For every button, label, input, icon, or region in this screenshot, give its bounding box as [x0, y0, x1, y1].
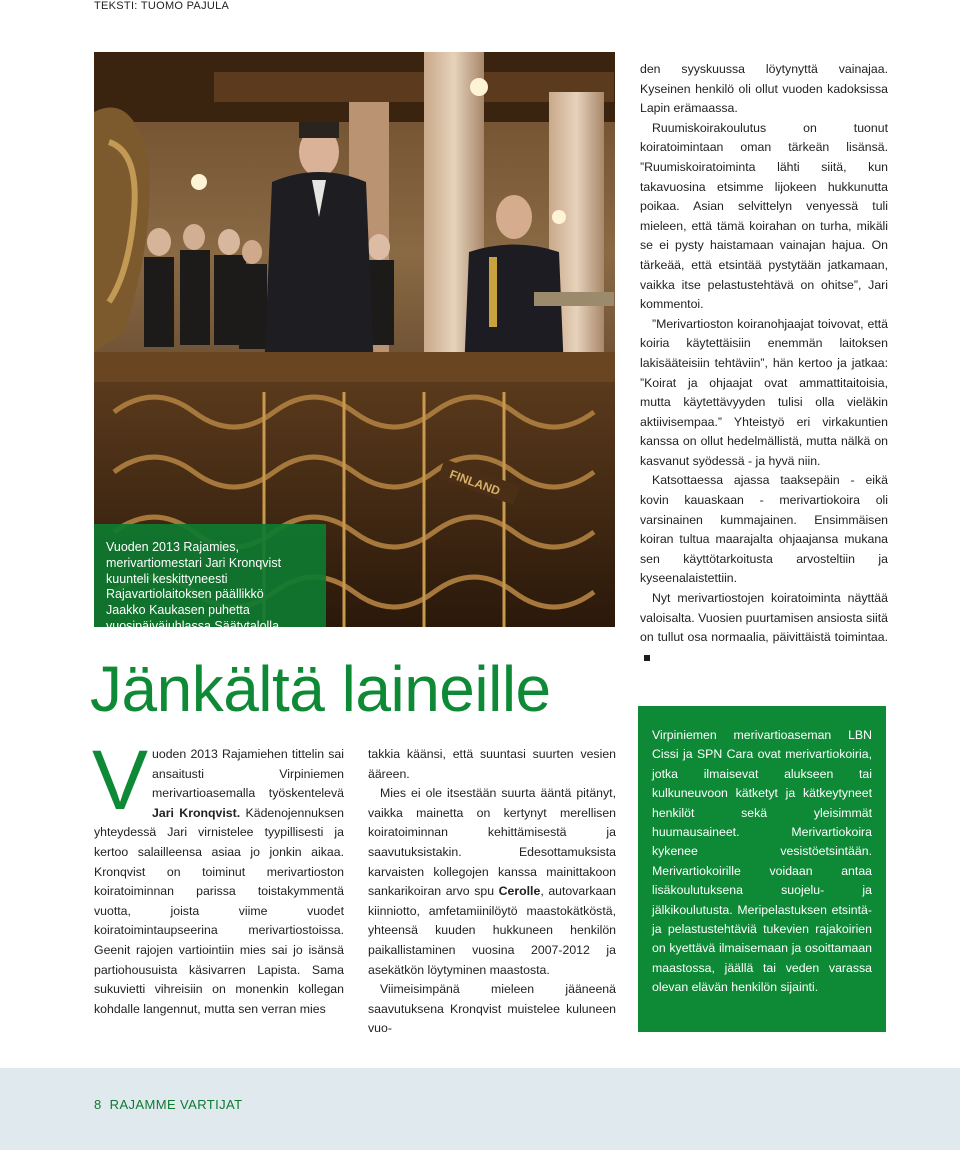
paragraph: Katsottaessa ajassa taaksepäin - eikä kovin kauaskaan - merivartiokoira oli varsinainen kummajainen. Ensimmäisen koiran tultua maarajalta ohjaajansa mukana sen käyttötarkoitusta arvosteltiin ja kyseenalaistettiin. [640, 473, 888, 586]
paragraph-text: Nyt merivartiostojen koiratoiminta näyttää valoisalta. Vuosien puurtamisen ansiosta siitä on tullut osa normaalia, päivittäistä toimintaa. [640, 591, 888, 645]
paragraph-text: , autovarkaan kiinniotto, amfetamiinilöytö maastokätköstä, yhteensä kuuden hukkuneen henkilön paikallistaminen vuosina 2007-2012 ja asekätkön löytyminen maastosta. [368, 884, 617, 977]
paragraph: Ruumiskoirakoulutus on tuonut koiratoimintaan oman tärkeän lisänsä. ”Ruumiskoiratoiminta lähti siitä, kun takavuosina etsimme lijokeen hukkunutta poikaa. Asian selvittelyn venyessä tuli mieleen, että tämä koirahan on turha, mikäli se ei pysty haistamaan vainajan hajua. On tärkeää, että etsintää pystytään jatkamaan, vaikka itse pelastustehtävä on ohitse”, Jari kommentoi. [640, 120, 888, 312]
caption-line: merivartiomestari Jari Kronqvist [106, 555, 282, 570]
caption-line: kuunteli keskittyneesti [106, 571, 228, 586]
article-column-1 [92, 733, 344, 1019]
dog-name: Cerolle [498, 884, 541, 899]
railing-text: FINLAND [447, 467, 503, 499]
lead-paragraph [92, 733, 344, 1019]
paragraph: ”Merivartioston koiranohjaajat toivovat, että koiria käytettäisiin enemmän laitoksen lakisääteisiin tehtäviin”, hän kertoo ja jatkaa: ”Koirat ja ohjaajat ovat ammattitaitoisia, mutta käytettävyyden tulisi olla vieläkin aktiivisempaa.” Yhteistyö eri virkakuntien kanssa on ollut hedelmällistä, mutta nälkä on kasvanut syödessä - ja hyvä niin. [640, 316, 888, 468]
paragraph: takkia käänsi, että suuntasi suurten vesien ääreen. [368, 747, 616, 781]
caption-line: Vuoden 2013 Rajamies, [106, 540, 239, 554]
lead-text-start: uoden 2013 Rajamiehen tittelin sai ansaitusti Virpiniemen merivartioasemalla työskentelevä [152, 747, 344, 801]
photo-caption [94, 524, 326, 649]
top-right-column [640, 60, 888, 667]
byline: TEKSTI: TUOMO PAJULA [94, 0, 230, 12]
publication-name: RAJAMME VARTIJAT [109, 1097, 243, 1112]
page-folio [94, 1097, 242, 1112]
paragraph [368, 784, 616, 980]
paragraph-text: Mies ei ole itsestään suurta ääntä pitänyt, vaikka mainetta on kertynyt merellisen koiratoiminnan kehittämisestä ja saavutuksistakin. Edesottamuksista karvaisten kollegojen kanssa mainittakoon sankarikoiran arvo spu [368, 786, 616, 899]
person-name: Jari Kronqvist. [152, 805, 241, 820]
caption-line: Rajavartiolaitoksen päällikkö [106, 587, 264, 602]
paragraph: den syyskuussa löytynyttä vainajaa. Kyseinen henkilö oli ollut vuoden kadoksissa Lapin erämaassa. [640, 62, 888, 116]
article-headline: Jänkältä laineille [90, 653, 551, 725]
page-number: 8 [94, 1097, 102, 1112]
paragraph: Viimeisimpänä mieleen jääneenä saavutuksena Kronqvist muistelee kuluneen vuo- [368, 982, 616, 1036]
caption-line: Jaakko Kaukasen puhetta [106, 603, 250, 618]
info-box [638, 706, 886, 1032]
article-column-2 [368, 745, 616, 1039]
feature-photo [94, 52, 615, 649]
photo-credit: KUVA: NINA KAVERINEN [106, 634, 251, 649]
caption-line: vuosipäiväjuhlassa Säätytalolla. [106, 618, 283, 633]
end-mark-icon [644, 655, 650, 661]
drop-cap: V [92, 733, 149, 827]
lead-text-rest: Kädenojennuksen yhteydessä Jari virnistelee tyypillisesti ja kertoo salailleensa asiaa jo jonkin aikaa. Kronqvist on toiminut merivartioston koiratoiminnan parissa toistakymmentä vuotta, joista viime vuodet koiratoimintaupseerina merivartiostoissa. Geenit rajojen vartiointiin mies sai jo isänsä partiohousuista käsivarren Lapista. Sama sukuvietti vihreisiin on monenkin kollegan kohdalle langennut, mutta sen verran mies [94, 805, 344, 1016]
info-box-text: Virpiniemen merivartioaseman LBN Cissi ja SPN Cara ovat merivartiokoiria, jotka ilmaisevat alukseen tai kulkuneuvoon kätketyt ja kätkeytyneet henkilöt sekä yleisimmät huumausaineet. Merivartiokoira kykenee vesistöetsintään. Merivartiokoirille voidaan antaa lisäkoulutuksena suojelu- ja jälkikoulutusta. Meripelastuksen etsintä- ja pelastustehtäviä tukevien rajakoirien on kyettävä ilmaisemaan ja osoittamaan maastossa, jäällä tai veden varassa olevan elävän henkilön sijainti. [652, 728, 872, 995]
paragraph-last [640, 589, 888, 667]
